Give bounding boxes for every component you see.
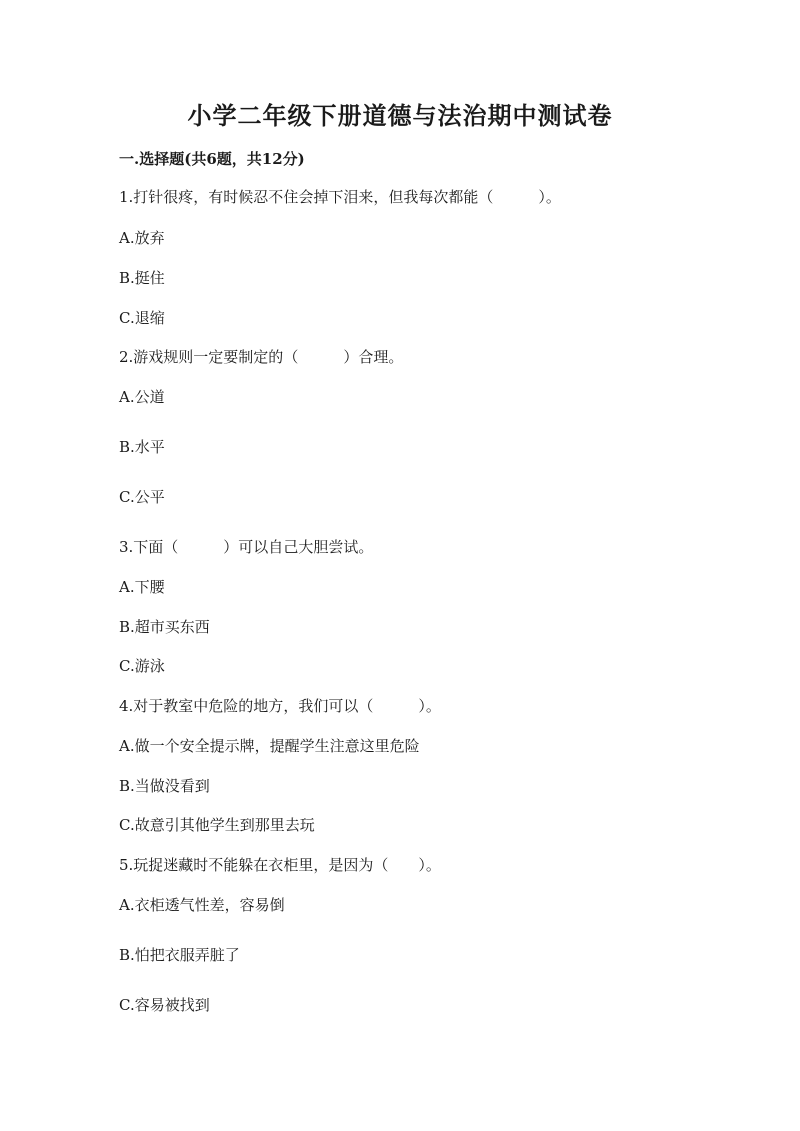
question-stem-4: 4.对于教室中危险的地方，我们可以（ ）。 <box>119 697 441 715</box>
option-1-b: B.挺住 <box>119 269 165 287</box>
option-2-c: C.公平 <box>119 488 165 506</box>
option-5-b: B.怕把衣服弄脏了 <box>119 946 240 964</box>
option-4-c: C.故意引其他学生到那里去玩 <box>119 816 315 834</box>
option-3-b: B.超市买东西 <box>119 618 210 636</box>
option-2-a: A.公道 <box>119 388 165 406</box>
option-3-a: A.下腰 <box>119 578 165 596</box>
option-2-b: B.水平 <box>119 438 165 456</box>
option-4-a: A.做一个安全提示牌，提醒学生注意这里危险 <box>119 737 420 755</box>
option-1-c: C.退缩 <box>119 309 165 327</box>
option-5-c: C.容易被找到 <box>119 996 210 1014</box>
question-stem-2: 2.游戏规则一定要制定的（ ）合理。 <box>119 348 404 366</box>
option-4-b: B.当做没看到 <box>119 777 210 795</box>
option-3-c: C.游泳 <box>119 657 165 675</box>
question-stem-3: 3.下面（ ）可以自己大胆尝试。 <box>119 538 374 556</box>
question-stem-1: 1.打针很疼，有时候忍不住会掉下泪来，但我每次都能（ ）。 <box>119 188 561 206</box>
section-heading: 一.选择题(共6题，共12分) <box>119 150 305 168</box>
question-stem-5: 5.玩捉迷藏时不能躲在衣柜里，是因为（ ）。 <box>119 856 441 874</box>
option-5-a: A.衣柜透气性差，容易倒 <box>119 896 285 914</box>
option-1-a: A.放弃 <box>119 229 165 247</box>
page-title: 小学二年级下册道德与法治期中测试卷 <box>187 101 613 130</box>
